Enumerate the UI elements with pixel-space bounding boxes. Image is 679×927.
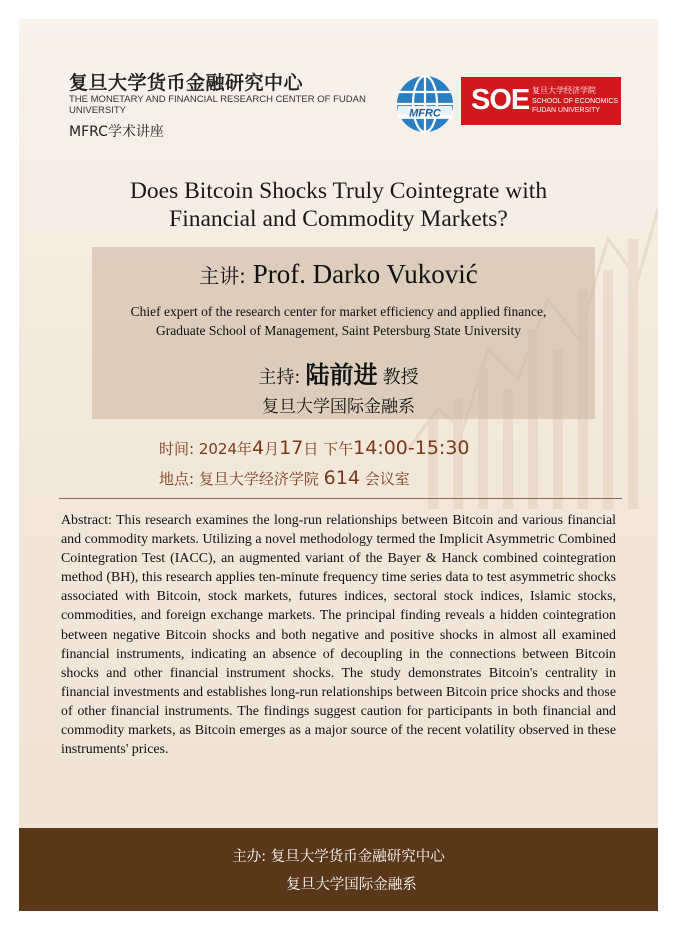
time-day-unit: 日: [303, 440, 319, 458]
time-month: 4: [252, 437, 265, 459]
time-year: 2024年: [198, 440, 253, 458]
host-title: 教授: [382, 367, 419, 388]
host-name: 陆前进: [305, 361, 378, 389]
host-label: 主持:: [258, 367, 301, 388]
place-room: 614: [323, 467, 360, 489]
soe-name-cn: 复旦大学经济学院: [532, 86, 596, 95]
talk-title: [19, 177, 658, 233]
soe-logo-text: [532, 85, 618, 115]
soe-name-en-2: FUDAN UNIVERSITY: [532, 107, 601, 114]
footer-organizer-2: 复旦大学国际金融系: [286, 877, 417, 893]
talk-title-line-1: Does Bitcoin Shocks Truly Cointegrate with: [129, 178, 548, 204]
soe-logo: [461, 77, 621, 125]
event-time: [159, 437, 470, 459]
footer-banner: [19, 828, 658, 911]
time-month-unit: 月: [264, 440, 280, 458]
footer-organizer-label: 主办:: [232, 849, 267, 865]
speaker-affiliation-line-2: Graduate School of Management, Saint Petersburg State University: [156, 323, 521, 338]
speaker-affiliation-line-1: Chief expert of the research center for market efficiency and applied finance,: [130, 304, 547, 319]
time-hours: 14:00-15:30: [353, 437, 470, 459]
organizer-name-cn: 复旦大学货币金融研究中心: [69, 72, 304, 94]
host-affiliation: 复旦大学国际金融系: [262, 397, 415, 417]
place-label: 地点:: [159, 470, 195, 488]
soe-name-en-1: SCHOOL OF ECONOMICS: [532, 98, 619, 105]
time-day: 17: [279, 437, 304, 459]
poster: [19, 19, 658, 911]
abstract-text: Abstract: This research examines the long-run relationships between Bitcoin and various financial and commodity markets. Utilizing a novel methodology termed the Implicit Asymmetric Combined Cointegration Test (IACC), an augmented variant of the Bayer & Hanck combined cointegration method (BH), this research applies ten-minute frequency time series data to test asymmetric shocks associated with Bitcoin, stock markets, futures indices, sectoral stock indices, Islamic stocks, commodities, and foreign exchange markets. The principal finding reveals a hidden cointegration between negative Bitcoin shocks and both negative and positive shocks in almost all examined financial instruments, indicating an absence of decoupling in the connections between Bitcoin shocks and other financial instrument shocks. The study demonstrates Bitcoin's centrality in financial investments and establishes long-run relationships between Bitcoin price shocks and those of other financial instruments. The findings suggest caution for participants in both financial and commodity markets, as Bitcoin emerges as a major source of the recent volatility observed in these instruments' prices.: [61, 513, 616, 758]
speaker-label: 主讲:: [199, 264, 246, 288]
speaker-affiliation: [19, 302, 658, 340]
mfrc-logo-text: MFRC: [409, 107, 441, 120]
footer-organizer-line-1: [19, 845, 658, 866]
place-venue: 复旦大学经济学院: [198, 470, 319, 488]
host-line: [19, 355, 658, 390]
talk-title-line-2: Financial and Commodity Markets?: [169, 206, 508, 232]
divider: [59, 498, 622, 499]
time-period: 下午: [323, 440, 354, 458]
speaker-name: Prof. Darko Vuković: [252, 259, 478, 289]
footer-organizer-1: 复旦大学货币金融研究中心: [270, 849, 445, 865]
mfrc-globe-logo: [394, 73, 456, 135]
place-room-suffix: 会议室: [364, 470, 410, 488]
time-label: 时间:: [159, 440, 195, 458]
speaker-line: [19, 259, 658, 290]
event-place: [159, 467, 410, 489]
organizer-name-en: THE MONETARY AND FINANCIAL RESEARCH CENTER OF FUDAN UNIVERSITY: [69, 94, 366, 116]
lecture-series: MFRC学术讲座: [69, 124, 164, 140]
soe-logo-mark: SOE: [471, 84, 530, 116]
